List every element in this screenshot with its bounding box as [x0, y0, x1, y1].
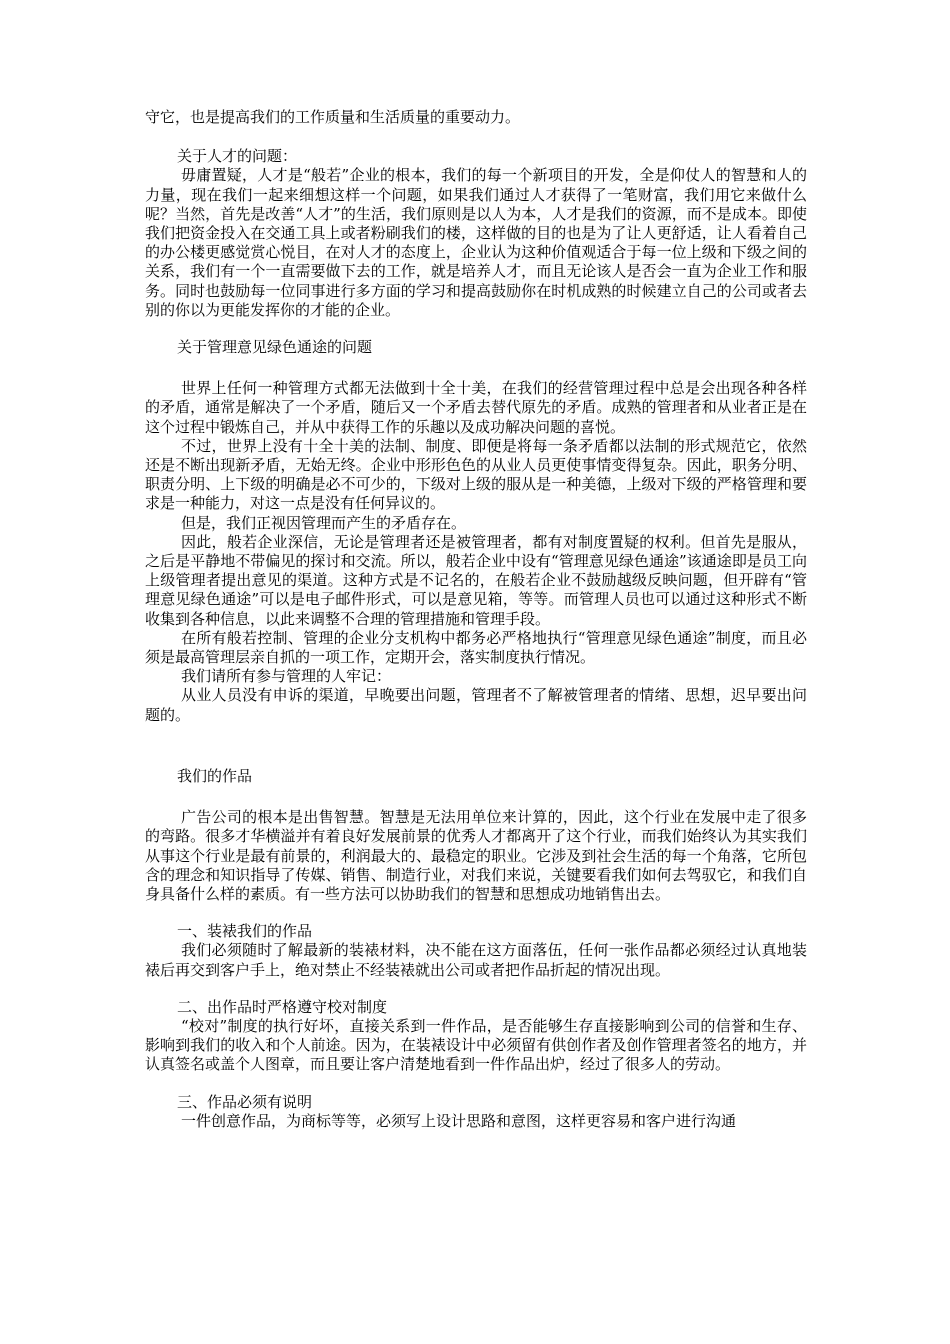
body-paragraph: 不过，世界上没有十全十美的法制、制度、即便是将每一条矛盾都以法制的形式规范它，依然还是不断出现新矛盾，无始无终。企业中形形色色的从业人员更使事情变得复杂。因此，职务分明、职责分明、上下级的明确是必不可少的，下级对上级的服从是一种美德，上级对下级的严格管理和要求是一种能力，对这一点是没有任何异议的。	[145, 436, 807, 513]
section-heading: 关于人才的问题：	[177, 147, 298, 166]
body-paragraph: 因此，般若企业深信，无论是管理者还是被管理者，都有对制度置疑的权利。但首先是服从，之后是平静地不带偏见的探讨和交流。所以，般若企业中设有“管理意见绿色通途”该通途即是员工向上级管理者提出意见的渠道。这种方式是不记名的，在般若企业不鼓励越级反映问题，但开辟有“管理意见绿色通途”可以是电子邮件形式，可以是意见箱，等等。而管理人员也可以通过这种形式不断收集到各种信息，以此来调整不合理的管理措施和管理手段。	[145, 532, 807, 628]
paragraph-spacer	[145, 1075, 807, 1093]
body-paragraph: 我们请所有参与管理的人牢记：	[181, 667, 392, 686]
paragraph-spacer	[145, 980, 807, 998]
body-paragraph: “校对”制度的执行好坏，直接关系到一件作品，是否能够生存直接影响到公司的信誉和生存、影响到我们的收入和个人前途。因为，在装裱设计中必须留有供创作者及创作管理者签名的地方，并认真签名或盖个人图章，而且要让客户清楚地看到一件作品出炉，经过了很多人的劳动。	[145, 1016, 807, 1074]
paragraph-spacer	[145, 904, 807, 922]
paragraph-spacer	[145, 127, 807, 147]
body-paragraph: 在所有般若控制、管理的企业分支机构中都务必严格地执行“管理意见绿色通途”制度，而且必须是最高管理层亲自抓的一项工作，定期开会，落实制度执行情况。	[145, 628, 807, 667]
section-heading: 二、出作品时严格遵守校对制度	[177, 997, 388, 1016]
section-heading: 一、装裱我们的作品	[177, 922, 313, 941]
section-heading: 三、作品必须有说明	[177, 1092, 313, 1111]
body-paragraph: 但是，我们正视因管理而产生的矛盾存在。	[181, 513, 467, 532]
body-paragraph: 一件创意作品，为商标等等，必须写上设计思路和意图，这样更容易和客户进行沟通	[181, 1111, 737, 1130]
body-paragraph: 广告公司的根本是出售智慧。智慧是无法用单位来计算的，因此，这个行业在发展中走了很多的弯路。很多才华横溢并有着良好发展前景的优秀人才都离开了这个行业，而我们始终认为其实我们从事这个行业是最有前景的，利润最大的、最稳定的职业。它涉及到社会生活的每一个角落，它所包含的理念和知识指导了传媒、销售、制造行业，对我们来说，关键要看我们如何去驾驭它，和我们自身具备什么样的素质。有一些方法可以协助我们的智慧和思想成功地销售出去。	[145, 808, 807, 903]
paragraph-spacer	[145, 320, 807, 338]
paragraph-spacer	[145, 357, 807, 379]
body-paragraph: 世界上任何一种管理方式都无法做到十全十美，在我们的经营管理过程中总是会出现各种各样的矛盾，通常是解决了一个矛盾，随后又一个矛盾去替代原先的矛盾。成熟的管理者和从业者正是在这个过程中锻炼自己，并从中获得工作的乐趣以及成功解决问题的喜悦。	[145, 379, 807, 436]
body-paragraph: 我们必须随时了解最新的装裱材料，决不能在这方面落伍，任何一张作品都必须经过认真地装裱后再交到客户手上，绝对禁止不经装裱就出公司或者把作品折起的情况出现。	[145, 941, 807, 979]
document-page	[145, 108, 807, 1131]
paragraph-spacer	[145, 786, 807, 808]
section-heading: 关于管理意见绿色通途的问题	[177, 338, 373, 357]
paragraph-spacer	[145, 725, 807, 767]
section-heading: 我们的作品	[177, 766, 253, 785]
body-paragraph: 从业人员没有申诉的渠道，早晚要出问题，管理者不了解被管理者的情绪、思想，迟早要出问题的。	[145, 686, 807, 724]
body-paragraph: 守它，也是提高我们的工作质量和生活质量的重要动力。	[145, 108, 521, 126]
body-paragraph: 毋庸置疑，人才是“般若”企业的根本，我们的每一个新项目的开发，全是仰仗人的智慧和人的力量，现在我们一起来细想这样一个问题，如果我们通过人才获得了一笔财富，我们用它来做什么呢？当然，首先是改善“人才”的生活，我们原则是以人为本，人才是我们的资源，而不是成本。即使我们把资金投入在交通工具上或者粉刷我们的楼，这样做的目的也是为了让人更舒适，让人看着自己的办公楼更感觉赏心悦目，在对人才的态度上，企业认为这种价值观适合于每一位上级和下级之间的关系，我们有一个一直需要做下去的工作，就是培养人才，而且无论该人是否会一直为企业工作和服务。同时也鼓励每一位同事进行多方面的学习和提高鼓励你在时机成熟的时候建立自己的公司或者去别的你以为更能发挥你的才能的企业。	[145, 166, 807, 319]
